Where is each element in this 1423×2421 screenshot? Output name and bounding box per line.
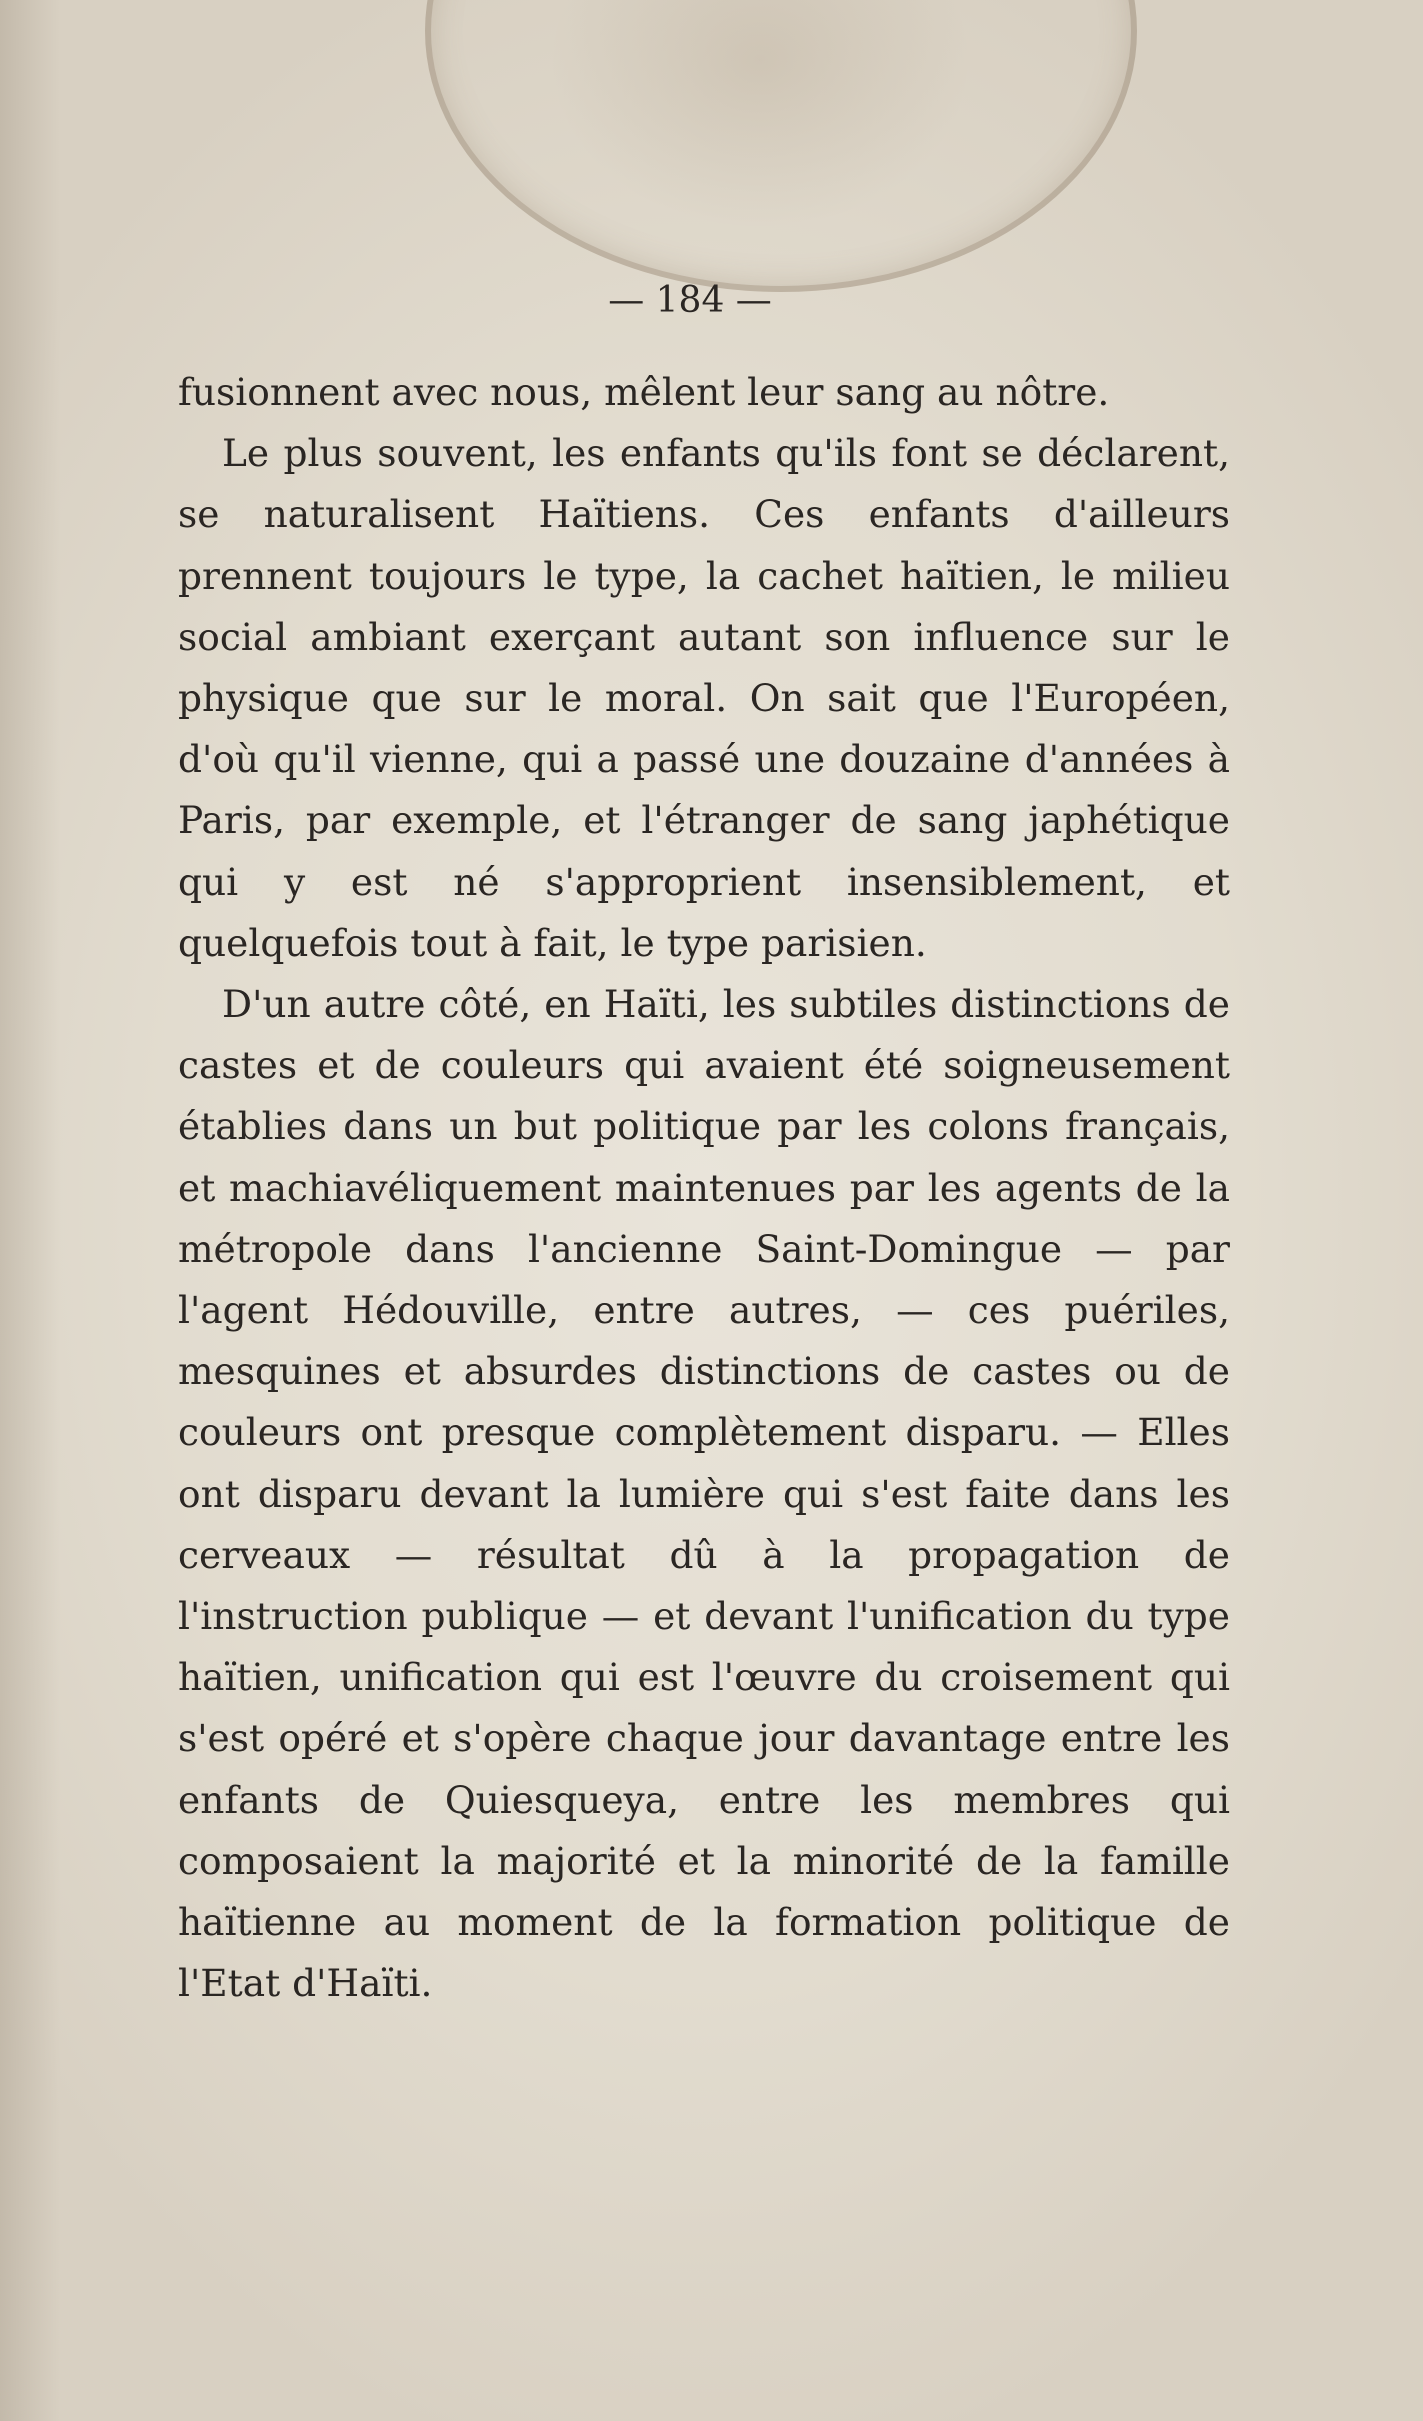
binding-shadow xyxy=(0,0,60,2421)
paragraph-naturalisation: Le plus souvent, les enfants qu'ils font se déclarent, se naturalisent Haïtiens. Ces enfants d'ailleurs prennent toujours le type, la cachet haïtien, le milieu social ambiant exerçant autant son influence sur le physique que sur le moral. On sait que l'Européen, d'où qu'il vienne, qui a passé une douzaine d'années à Paris, par exemple, et l'étranger de sang japhétique qui y est né s'approprient insensiblement, et quelquefois tout à fait, le type parisien. xyxy=(178,431,1230,965)
paragraph-castes: D'un autre côté, en Haïti, les subtiles distinctions de castes et de couleurs qui avaient été soigneusement établies dans un but politique par les colons français, et machiavéliquement maintenues par les agents de la métropole dans l'ancienne Saint-Domingue — par l'agent Hédouville, entre autres, — ces puériles, mesquines et absurdes distinctions de castes ou de couleurs ont presque complètement disparu. — Elles ont disparu devant la lumière qui s'est faite dans les cerveaux — résultat dû à la propagation de l'instruction publique — et devant l'unification du type haïtien, unification qui est l'œuvre du croisement qui s'est opéré et s'opère chaque jour davantage entre les enfants de Quiesqueya, entre les membres qui composaient la majorité et la minorité de la famille haïtienne au moment de la formation politique de l'Etat d'Haïti. xyxy=(178,982,1230,2006)
body-text xyxy=(178,362,1230,2014)
page-number: — 184 — xyxy=(608,280,772,321)
water-stain xyxy=(425,0,1137,292)
paragraph-continuation: fusionnent avec nous, mêlent leur sang au nôtre. xyxy=(178,370,1110,414)
